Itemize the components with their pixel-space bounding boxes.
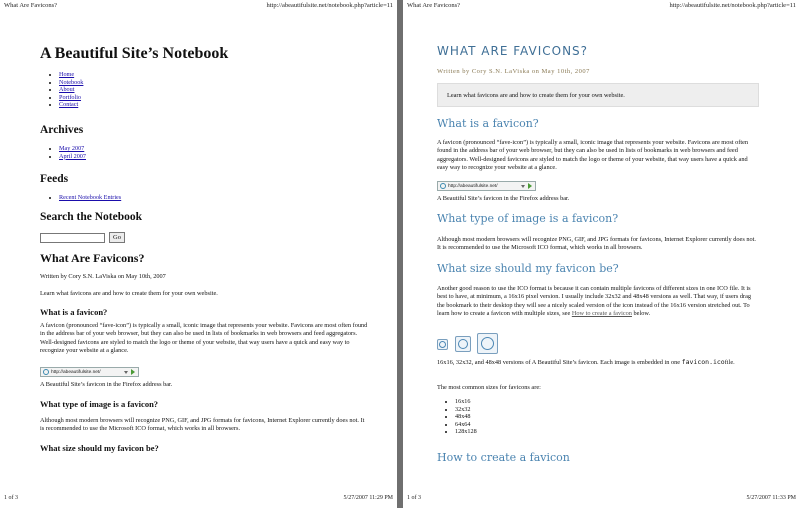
common-sizes-list — [436, 398, 477, 436]
nav-notebook-link[interactable]: Notebook — [59, 78, 84, 86]
size-item: • 32x32 — [455, 406, 477, 414]
header-url: http://abeautifulsite.net/notebook.php?article=11 — [266, 2, 393, 9]
favicon-ico-code: favicon.ico — [681, 358, 725, 366]
paragraph-what: A favicon (pronounced “fave-icon”) is typically a small, iconic image that represents your website. Favicons are most often found in the address bar of your web browser, but they can also be used in lists of bookmarks in web browsers and feed aggregators. Well-designed favicons are styled to match the logo or theme of your website, that way users have a quick and easy way to recognize your website at a glance. — [437, 139, 749, 172]
favicon-16-icon — [437, 339, 448, 350]
feeds-list — [40, 194, 121, 202]
header-title: What Are Favicons? — [4, 2, 58, 9]
nav-portfolio-link[interactable]: Portfolio — [59, 93, 82, 101]
size-item: • 16x16 — [455, 398, 477, 406]
footer-page-number: 1 of 3 — [4, 495, 18, 501]
address-url: http://abeautifulsite.net/ — [51, 369, 101, 375]
favicon-icon — [440, 183, 446, 189]
dropdown-arrow-icon — [124, 371, 128, 374]
footer-date: 5/27/2007 11:33 PM — [746, 495, 796, 501]
nav-item — [59, 101, 83, 109]
section-heading-how: How to create a favicon — [437, 451, 570, 464]
search-go-button[interactable]: Go — [109, 232, 125, 243]
nav-about-link[interactable]: About — [59, 86, 75, 94]
footer-date: 5/27/2007 11:29 PM — [343, 495, 393, 501]
page-footer — [4, 495, 393, 505]
main-nav — [40, 71, 83, 109]
archive-may-2007-link[interactable]: May 2007 — [59, 145, 85, 152]
header-url: http://abeautifulsite.net/notebook.php?article=11 — [669, 2, 796, 9]
favicon-48-icon — [477, 333, 498, 354]
article-intro: Learn what favicons are and how to create them for your own website. — [40, 290, 218, 297]
right-print-page — [403, 0, 800, 508]
section-heading-what: What is a favicon? — [40, 307, 108, 317]
favicon-32-icon — [455, 336, 471, 352]
search-input[interactable] — [40, 233, 105, 243]
address-bar-caption: A Beautiful Site’s favicon in the Firefox address bar. — [40, 381, 173, 388]
common-sizes-intro: The most common sizes for favicons are: — [437, 384, 541, 391]
nav-item — [59, 94, 83, 102]
feeds-heading: Feeds — [40, 173, 69, 185]
size-item: • 64x64 — [455, 421, 477, 429]
page-footer — [407, 495, 796, 505]
nav-item — [59, 79, 83, 87]
go-arrow-icon — [528, 183, 532, 189]
archives-heading: Archives — [40, 124, 84, 136]
paragraph-size — [437, 285, 759, 319]
section-heading-what: What is a favicon? — [437, 117, 539, 130]
search-form — [40, 232, 125, 243]
address-url: http://abeautifulsite.net/ — [448, 183, 498, 189]
article-title: What Are Favicons? — [40, 251, 145, 265]
nav-home-link[interactable]: Home — [59, 71, 75, 78]
feed-item — [59, 194, 121, 202]
section-heading-type: What type of image is a favicon? — [40, 399, 159, 409]
firefox-address-bar — [40, 367, 139, 377]
sizes-caption-text: 16x16, 32x32, and 48x48 versions of A Beautiful Site’s favicon. Each image is embedded in one — [437, 359, 681, 366]
favicon-icon — [43, 369, 49, 375]
feed-recent-entries-link[interactable]: Recent Notebook Entries — [59, 194, 122, 201]
size-item: • 48x48 — [455, 413, 477, 421]
section-heading-type: What type of image is a favicon? — [437, 212, 619, 225]
section-heading-size: What size should my favicon be? — [40, 443, 159, 453]
search-heading: Search the Notebook — [40, 211, 143, 223]
nav-contact-link[interactable]: Contact — [59, 101, 79, 109]
page-header — [4, 2, 393, 12]
header-title: What Are Favicons? — [407, 2, 461, 9]
archives-list — [40, 145, 86, 160]
paragraph-type: Although most modern browsers will recognize PNG, GIF, and JPG formats for favicons, Internet Explorer currently does not. It is recommended to use the Microsoft ICO format, which works in all browsers. — [40, 417, 365, 433]
paragraph-what: A favicon (pronounced “fave-icon”) is typically a small, iconic image that represents your website. Favicons are most often found in the address bar of your web browser, but they can also be used in lists of bookmarks in web browsers and feed aggregators. Well-designed favicons are styled to match the logo or theme of your website, that way users have a quick and easy way to recognize your website at a glance. — [40, 322, 368, 355]
intro-box — [437, 83, 759, 107]
site-title: A Beautiful Site’s Notebook — [40, 45, 229, 62]
footer-page-number: 1 of 3 — [407, 495, 421, 501]
how-to-create-link[interactable]: How to create a favicon — [571, 310, 632, 318]
nav-item — [59, 71, 83, 79]
address-bar-caption: A Beautiful Site’s favicon in the Firefox address bar. — [437, 195, 570, 202]
firefox-address-bar — [437, 181, 536, 191]
section-heading-size: What size should my favicon be? — [437, 262, 619, 275]
paragraph-type: Although most modern browsers will recognize PNG, GIF, and JPG formats for favicons, Internet Explorer currently does not. It is recommended to use the Microsoft ICO format, which works in all browsers. — [437, 236, 756, 252]
go-arrow-icon — [131, 369, 135, 375]
favicon-sizes-caption — [437, 358, 759, 367]
favicon-sizes-figure — [437, 333, 497, 357]
paragraph-size-text: Another good reason to use the ICO format is because it can contain multiple favicons of different sizes in one ICO file. It is best to have, at minimum, a 16x16 pixel version. I usually include 32x32 and 48x48 versions as well. That way, if users drag the bookmark to their desktop they will see a nicely scaled version of the icon instead of the 16x16 version stretched out. To learn how to create a favicon with multiple sizes, see — [437, 285, 752, 318]
paragraph-size-end: below. — [631, 310, 651, 318]
archive-item — [59, 145, 86, 153]
nav-item — [59, 86, 83, 94]
sizes-caption-end: file. — [724, 359, 735, 366]
article-byline: Written by Cory S.N. LaViska on May 10th, 2007 — [437, 68, 590, 75]
page-header — [407, 2, 796, 12]
article-title: WHAT ARE FAVICONS? — [437, 44, 589, 58]
left-print-page — [0, 0, 397, 508]
archive-item — [59, 153, 86, 161]
article-byline: Written by Cory S.N. LaViska on May 10th, 2007 — [40, 273, 166, 280]
archive-april-2007-link[interactable]: April 2007 — [59, 152, 86, 160]
dropdown-arrow-icon — [521, 185, 525, 188]
article-intro: Learn what favicons are and how to create them for your own website. — [447, 92, 625, 99]
size-item: • 128x128 — [455, 428, 477, 436]
